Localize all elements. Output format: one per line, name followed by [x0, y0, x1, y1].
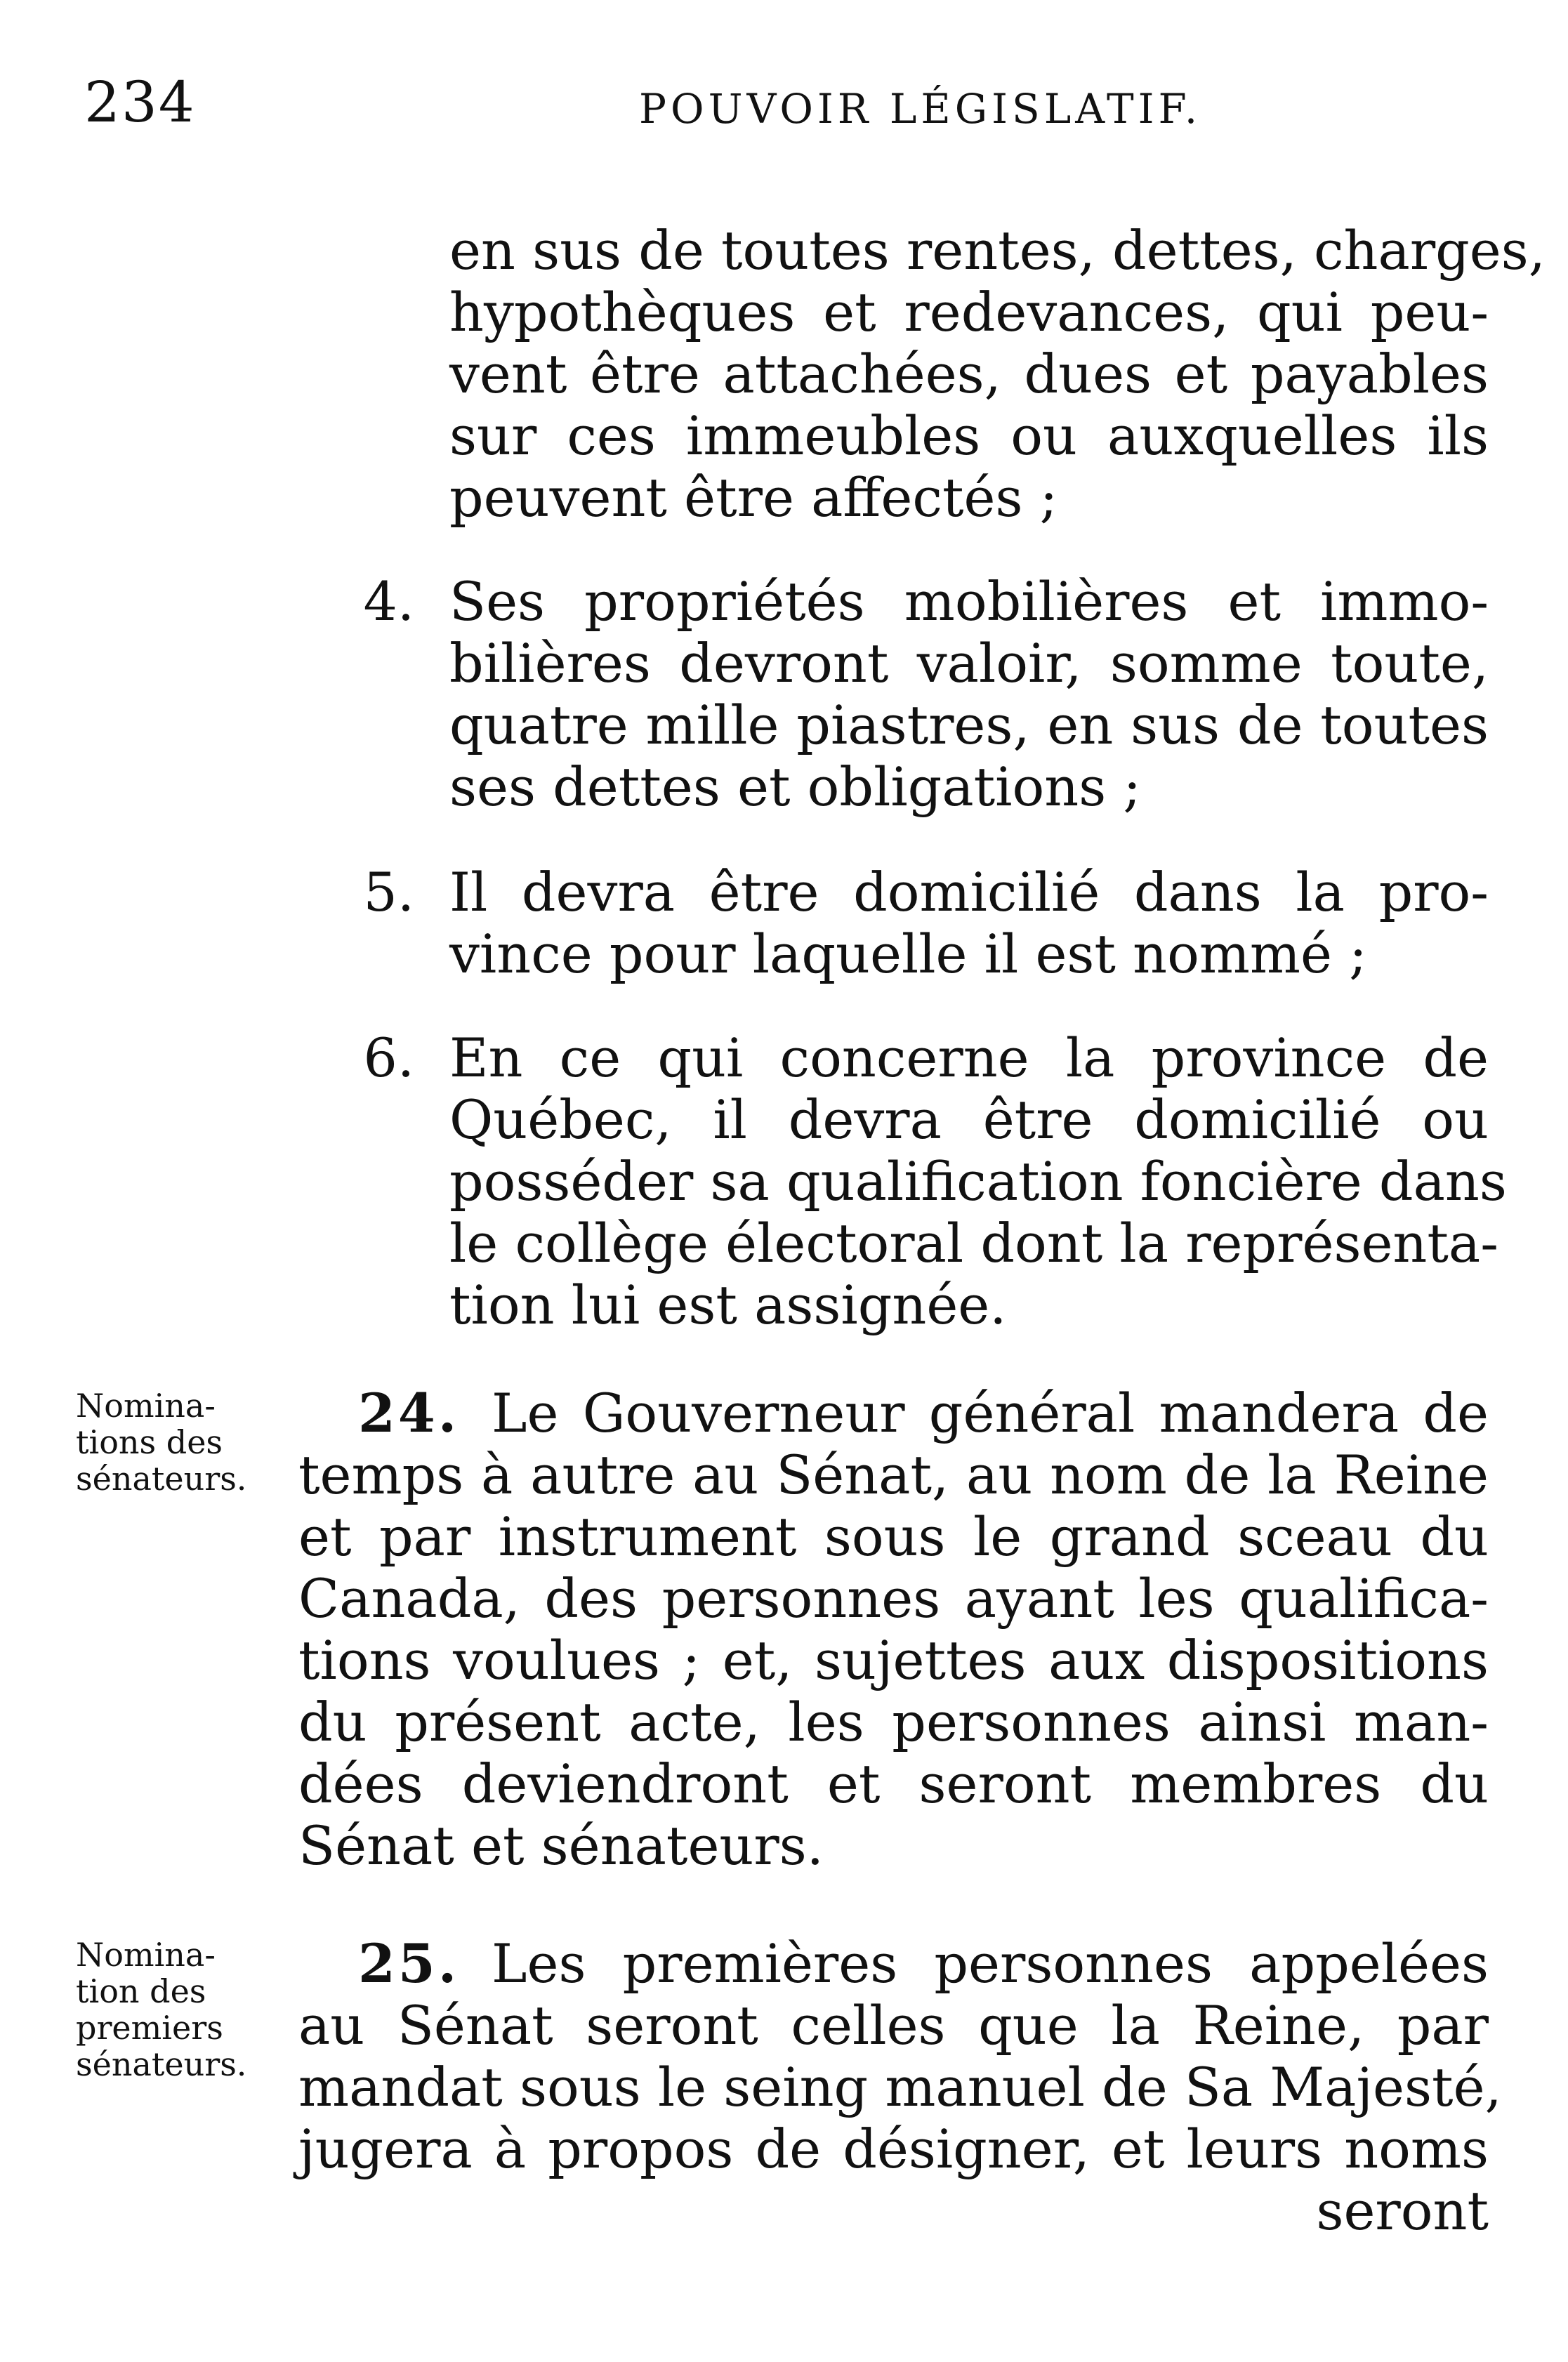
text-line: dées deviendront et seront membres du [298, 1753, 1489, 1815]
text-line: Sénat et sénateurs. [298, 1814, 824, 1877]
text-line: Canada, des personnes ayant les qualifica- [298, 1567, 1489, 1630]
text-line: vince pour laquelle il est nommé ; [449, 923, 1367, 985]
text-line: vent être attachées, dues et payables [449, 343, 1489, 405]
catchword: seront [1316, 2179, 1489, 2242]
margin-note-line: tion des [76, 1972, 206, 2010]
item-number: 5. [363, 861, 414, 923]
text-line: le collège électoral dont la représenta- [449, 1212, 1498, 1274]
text-line: mandat sous le seing manuel de Sa Majesté, [298, 2056, 1502, 2118]
text-line: Ses propriétés mobilières et immo- [449, 570, 1489, 633]
text-line: bilières devront valoir, somme toute, [449, 632, 1489, 694]
text-line: posséder sa qualification foncière dans [449, 1150, 1507, 1213]
text-line: Les premières personnes appelées [492, 1932, 1489, 1995]
text-line: tion lui est assignée. [449, 1274, 1007, 1336]
margin-note [76, 1937, 286, 2083]
margin-note-line: Nomina- [76, 1936, 216, 1974]
section-number: 25. [358, 1932, 460, 1995]
text-line: et par instrument sous le grand sceau du [298, 1505, 1489, 1568]
section-number: 24. [358, 1382, 460, 1444]
text-line: quatre mille piastres, en sus de toutes [449, 694, 1489, 756]
text-line: Québec, il devra être domicilié ou [449, 1088, 1489, 1151]
text-line: ses dettes et obligations ; [449, 756, 1141, 818]
margin-note [76, 1387, 286, 1497]
text-line: du présent acte, les personnes ainsi man- [298, 1691, 1489, 1753]
text-line: jugera à propos de désigner, et leurs noms [298, 2118, 1489, 2180]
running-title: POUVOIR LÉGISLATIF. [639, 85, 1202, 133]
text-line: peuvent être affectés ; [449, 466, 1058, 529]
text-line: sur ces immeubles ou auxquelles ils [449, 404, 1489, 467]
text-line: temps à autre au Sénat, au nom de la Reine [298, 1444, 1489, 1506]
margin-note-line: Nomina- [76, 1387, 216, 1425]
margin-note-line: premiers [76, 2009, 223, 2047]
text-line: Le Gouverneur général mandera de [492, 1382, 1489, 1444]
page-header [0, 67, 1568, 145]
margin-note-line: tions des [76, 1423, 223, 1461]
margin-note-line: sénateurs. [76, 1460, 247, 1498]
item-number: 6. [363, 1027, 414, 1089]
page-number: 234 [84, 70, 196, 135]
text-line: hypothèques et redevances, qui peu- [449, 281, 1489, 343]
text-line: en sus de toutes rentes, dettes, charges, [449, 219, 1546, 282]
text-line: En ce qui concerne la province de [449, 1027, 1489, 1089]
text-line: Il devra être domicilié dans la pro- [449, 861, 1489, 923]
item-number: 4. [363, 570, 414, 633]
margin-note-line: sénateurs. [76, 2045, 247, 2083]
text-line: au Sénat seront celles que la Reine, par [298, 1994, 1489, 2057]
text-line: tions voulues ; et, sujettes aux dispositions [298, 1629, 1489, 1691]
